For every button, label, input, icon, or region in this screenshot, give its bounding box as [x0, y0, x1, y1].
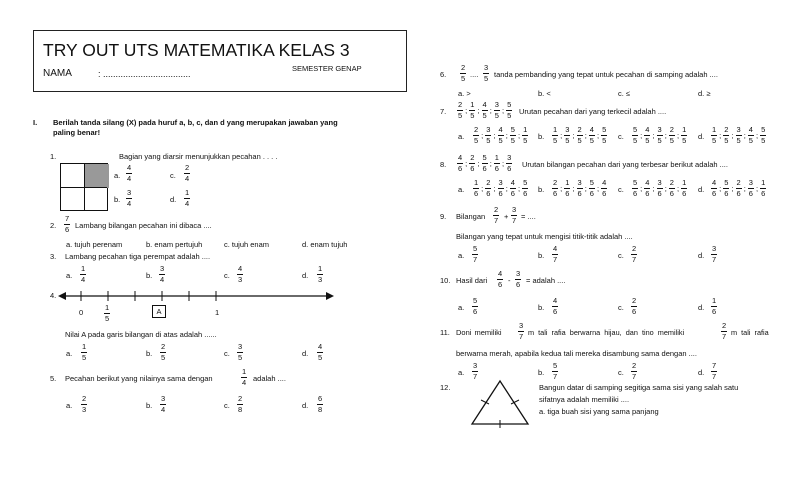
sequence-fraction: 3 6 — [577, 178, 582, 198]
q7-sequence — [456, 101, 513, 119]
sequence-fraction: 3 5 — [565, 125, 570, 145]
q1-text: Bagian yang diarsir menunjukkan pecahan . . . . — [119, 152, 278, 161]
q9-number: 9. — [440, 212, 447, 221]
q3-option-a-fraction: 1 4 — [81, 264, 86, 284]
q9-option-d-letter[interactable]: d. — [698, 251, 705, 260]
fraction-separator: ; — [652, 130, 655, 140]
fraction-separator: ; — [477, 105, 480, 115]
fraction-separator: ; — [489, 158, 492, 168]
sequence-fraction: 2 5 — [724, 125, 729, 145]
sequence-fraction: 1 6 — [474, 178, 479, 198]
q4-answer-box: A — [152, 305, 166, 318]
fraction-separator: ; — [664, 130, 667, 140]
fraction-separator: ; — [676, 183, 680, 193]
sequence-fraction: 1 5 — [470, 100, 475, 120]
q9-option-d-fraction: 3 7 — [712, 244, 717, 264]
fraction-separator: ; — [755, 183, 759, 193]
q7-option-a-letter[interactable]: a. — [458, 132, 465, 141]
sequence-fraction: 2 5 — [458, 100, 463, 120]
q2-option-d[interactable]: d. enam tujuh — [302, 240, 348, 249]
q10-number: 10. — [440, 276, 451, 285]
sequence-fraction: 3 5 — [736, 125, 741, 145]
fraction-separator: ; — [731, 130, 734, 140]
sequence-fraction: 1 6 — [565, 178, 570, 198]
q11-option-d-fraction: 7 7 — [712, 361, 717, 381]
q11-option-a-fraction: 3 7 — [473, 361, 478, 381]
sequence-fraction: 5 5 — [761, 125, 766, 145]
q5-option-c-fraction: 2 8 — [238, 394, 243, 414]
fraction-separator: ; — [652, 183, 655, 193]
fraction-separator: ; — [755, 130, 759, 140]
fraction-separator: ; — [481, 183, 484, 193]
fraction-separator: ; — [481, 130, 484, 140]
sequence-fraction: 2 5 — [669, 125, 674, 145]
sequence-fraction: 5 5 — [633, 125, 638, 145]
q5-option-a-fraction: 2 3 — [82, 394, 87, 414]
q11-text-line2: berwarna merah, apabila kedua tali mereka disambung sama dengan .... — [456, 349, 697, 358]
fraction-separator: ; — [596, 183, 600, 193]
q10-option-a-letter[interactable]: a. — [458, 303, 465, 312]
sequence-fraction: 2 6 — [736, 178, 741, 198]
fraction-separator: ; — [731, 183, 734, 193]
q6-option-a[interactable]: a. > — [458, 89, 471, 98]
q7-number: 7. — [440, 107, 447, 116]
q5-text-after: adalah .... — [253, 374, 286, 383]
sequence-fraction: 4 6 — [458, 153, 463, 173]
q6-option-c[interactable]: c. ≤ — [618, 89, 631, 98]
q5-option-b-fraction: 3 4 — [161, 394, 166, 414]
q7-option-a-sequence — [472, 126, 529, 144]
q4-option-a-fraction: 1 5 — [82, 342, 87, 362]
sequence-fraction: 4 5 — [482, 100, 487, 120]
fraction-separator: ; — [572, 130, 575, 140]
q10-option-c-fraction: 2 6 — [632, 296, 637, 316]
q9-plus: + — [504, 212, 509, 221]
sequence-fraction: 2 5 — [474, 125, 479, 145]
q11-option-a-letter[interactable]: a. — [458, 368, 465, 377]
fraction-separator: ; — [517, 130, 521, 140]
sequence-fraction: 2 6 — [553, 178, 558, 198]
q6-text: tanda pembanding yang tepat untuk pecahan di samping adalah .... — [494, 70, 718, 79]
sequence-fraction: 2 5 — [577, 125, 582, 145]
fraction-separator: ; — [505, 183, 508, 193]
fraction-separator: ; — [505, 130, 508, 140]
instruction-line2: paling benar! — [53, 128, 101, 137]
fraction-separator: ; — [477, 158, 480, 168]
fraction-separator: ; — [596, 130, 600, 140]
q10-option-b-fraction: 4 6 — [553, 296, 558, 316]
fraction-separator: ; — [517, 183, 521, 193]
q1-option-a-fraction: 4 4 — [127, 163, 132, 183]
q1-number: 1. — [50, 152, 57, 161]
q11-text-1: Doni memiliki — [456, 328, 502, 337]
q12-text-line2: sifatnya adalah memiliki .... — [539, 395, 630, 404]
q3-option-d-fraction: 1 3 — [318, 264, 323, 284]
q4-option-b-letter[interactable]: b. — [146, 349, 153, 358]
q6-fraction-1: 2 5 — [461, 63, 466, 83]
fraction-separator: ; — [719, 130, 722, 140]
q10-fraction-2: 3 6 — [516, 269, 521, 289]
q2-option-b[interactable]: b. enam pertujuh — [146, 240, 203, 249]
q3-text: Lambang pecahan tiga perempat adalah .... — [65, 252, 211, 261]
fraction-separator: ; — [501, 158, 505, 168]
sequence-fraction: 2 6 — [470, 153, 475, 173]
q5-option-d-letter[interactable]: d. — [302, 401, 309, 410]
sequence-fraction: 1 5 — [523, 125, 528, 145]
sequence-fraction: 5 5 — [507, 100, 512, 120]
sequence-fraction: 3 6 — [507, 153, 512, 173]
sequence-fraction: 4 6 — [712, 178, 717, 198]
q8-option-a-sequence — [472, 179, 529, 197]
q9-fraction-1: 2 7 — [494, 205, 499, 225]
q6-fraction-2: 3 5 — [484, 63, 489, 83]
sequence-fraction: 4 6 — [645, 178, 650, 198]
q8-number: 8. — [440, 160, 447, 169]
q1-option-a-letter[interactable]: a. — [114, 171, 121, 180]
q3-option-c-fraction: 4 3 — [238, 264, 243, 284]
fraction-separator: ; — [560, 183, 563, 193]
q4-text: Nilai A pada garis bilangan di atas adalah ...... — [65, 330, 217, 339]
fraction-separator: ; — [676, 130, 680, 140]
q6-dots: .... — [470, 70, 479, 79]
q10-option-d-fraction: 1 6 — [712, 296, 717, 316]
q1-option-d-fraction: 1 4 — [185, 188, 190, 208]
q9-text: Bilangan — [456, 212, 486, 221]
sequence-fraction: 3 6 — [657, 178, 662, 198]
q4-option-c-letter[interactable]: c. — [224, 349, 230, 358]
q11-option-b-letter[interactable]: b. — [538, 368, 545, 377]
sequence-fraction: 4 5 — [748, 125, 753, 145]
semester-label: SEMESTER GENAP — [292, 64, 362, 73]
fraction-separator: ; — [664, 183, 667, 193]
q3-option-b-letter[interactable]: b. — [146, 271, 153, 280]
q9-equals: = .... — [521, 212, 536, 221]
sequence-fraction: 5 6 — [482, 153, 487, 173]
sequence-fraction: 5 5 — [602, 125, 607, 145]
sequence-fraction: 1 6 — [761, 178, 766, 198]
q8-option-b-sequence — [551, 179, 608, 197]
q9-option-b-letter[interactable]: b. — [538, 251, 545, 260]
q4-number-line — [58, 289, 334, 303]
q10-minus: - — [508, 276, 511, 285]
fraction-separator: ; — [743, 130, 746, 140]
q7-option-c-letter[interactable]: c. — [618, 132, 624, 141]
sequence-fraction: 1 6 — [682, 178, 687, 198]
q5-option-a-letter[interactable]: a. — [66, 401, 73, 410]
q12-option-a[interactable]: a. tiga buah sisi yang sama panjang — [539, 407, 659, 416]
q8-option-d-sequence — [710, 179, 767, 197]
q9-option-a-fraction: 5 7 — [473, 244, 478, 264]
q4-label-one-fifth: 1 5 — [105, 303, 110, 323]
q5-option-b-letter[interactable]: b. — [146, 401, 153, 410]
q7-option-c-sequence — [631, 126, 688, 144]
q5-number: 5. — [50, 374, 57, 383]
fraction-separator: ; — [719, 183, 722, 193]
q4-label-zero: 0 — [79, 308, 84, 317]
q10-text: Hasil dari — [456, 276, 488, 285]
q7-text: Urutan pecahan dari yang terkecil adalah .... — [519, 107, 667, 116]
q2-option-a[interactable]: a. tujuh perenam — [66, 240, 123, 249]
q9-option-a-letter[interactable]: a. — [458, 251, 465, 260]
q5-option-d-fraction: 6 8 — [318, 394, 323, 414]
q5-fraction: 1 4 — [242, 367, 247, 387]
q5-text: Pecahan berikut yang nilainya sama dengan — [65, 374, 213, 383]
q1-option-b-fraction: 3 4 — [127, 188, 132, 208]
q9-text-2: Bilangan yang tepat untuk mengisi titik-titik adalah .... — [456, 232, 633, 241]
q3-number: 3. — [50, 252, 57, 261]
instruction-line1: Berilah tanda silang (X) pada huruf a, b, c, dan d yang merupakan jawaban yang — [53, 118, 338, 127]
sequence-fraction: 2 6 — [669, 178, 674, 198]
fraction-separator: ; — [560, 130, 563, 140]
sequence-fraction: 2 6 — [486, 178, 491, 198]
q12-triangle — [468, 378, 532, 428]
q4-label-one: 1 — [215, 308, 220, 317]
q2-fraction: 7 6 — [65, 214, 70, 234]
sequence-fraction: 4 6 — [510, 178, 515, 198]
q1-shaded-square — [60, 163, 108, 211]
sequence-fraction: 4 6 — [602, 178, 607, 198]
q4-number: 4. — [50, 291, 57, 300]
q3-option-c-letter[interactable]: c. — [224, 271, 230, 280]
sequence-fraction: 5 5 — [510, 125, 515, 145]
nama-field[interactable]: : ................................... — [98, 69, 191, 79]
fraction-separator: ; — [640, 130, 643, 140]
sequence-fraction: 5 6 — [589, 178, 594, 198]
sequence-fraction: 5 6 — [633, 178, 638, 198]
sequence-fraction: 3 5 — [657, 125, 662, 145]
q4-option-a-letter[interactable]: a. — [66, 349, 73, 358]
q11-number: 11. — [440, 328, 450, 337]
sequence-fraction: 3 6 — [748, 178, 753, 198]
q7-option-d-sequence — [710, 126, 767, 144]
q4-option-b-fraction: 2 5 — [161, 342, 166, 362]
sequence-fraction: 5 6 — [724, 178, 729, 198]
q8-option-d-letter[interactable]: d. — [698, 185, 705, 194]
q10-option-a-fraction: 5 6 — [473, 296, 478, 316]
fraction-separator: ; — [743, 183, 746, 193]
q10-equals: = adalah .... — [526, 276, 566, 285]
q4-option-d-fraction: 4 5 — [318, 342, 323, 362]
q7-option-b-sequence — [551, 126, 608, 144]
q1-option-c-fraction: 2 4 — [185, 163, 190, 183]
q10-fraction-1: 4 6 — [498, 269, 503, 289]
q1-option-b-letter[interactable]: b. — [114, 195, 121, 204]
fraction-separator: ; — [493, 130, 496, 140]
q10-option-c-letter[interactable]: c. — [618, 303, 624, 312]
q3-option-b-fraction: 3 4 — [160, 264, 165, 284]
sequence-fraction: 1 6 — [494, 153, 499, 173]
q11-option-d-letter[interactable]: d. — [698, 368, 705, 377]
fraction-separator: ; — [584, 183, 587, 193]
q8-sequence — [456, 154, 513, 172]
q9-fraction-2: 3 7 — [512, 205, 517, 225]
q1-option-d-letter[interactable]: d. — [170, 195, 177, 204]
sequence-fraction: 1 5 — [682, 125, 687, 145]
fraction-separator: ; — [465, 105, 468, 115]
q3-option-a-letter[interactable]: a. — [66, 271, 73, 280]
q3-option-d-letter[interactable]: d. — [302, 271, 309, 280]
sequence-fraction: 3 5 — [486, 125, 491, 145]
q6-option-b[interactable]: b. < — [538, 89, 551, 98]
q2-number: 2. — [50, 221, 57, 230]
q10-option-b-letter[interactable]: b. — [538, 303, 545, 312]
sequence-fraction: 5 6 — [523, 178, 528, 198]
q10-option-d-letter[interactable]: d. — [698, 303, 705, 312]
q8-option-b-letter[interactable]: b. — [538, 185, 545, 194]
fraction-separator: ; — [584, 130, 587, 140]
fraction-separator: ; — [501, 105, 505, 115]
sequence-fraction: 4 5 — [589, 125, 594, 145]
q8-option-c-letter[interactable]: c. — [618, 185, 624, 194]
q11-option-b-fraction: 5 7 — [553, 361, 558, 381]
q11-text-2: m tali rafia berwarna hijau, dan tino memiliki — [528, 328, 685, 337]
nama-label: NAMA — [43, 68, 72, 79]
fraction-separator: ; — [465, 158, 468, 168]
q12-number: 12. — [440, 383, 451, 392]
q4-option-c-fraction: 3 5 — [238, 342, 243, 362]
q6-option-d[interactable]: d. ≥ — [698, 89, 711, 98]
sequence-fraction: 3 6 — [498, 178, 503, 198]
q8-option-c-sequence — [631, 179, 688, 197]
q1-option-c-letter[interactable]: c. — [170, 171, 176, 180]
q5-option-c-letter[interactable]: c. — [224, 401, 230, 410]
q11-option-c-letter[interactable]: c. — [618, 368, 624, 377]
sequence-fraction: 4 5 — [645, 125, 650, 145]
sequence-fraction: 1 5 — [553, 125, 558, 145]
q2-option-c[interactable]: c. tujuh enam — [224, 240, 270, 249]
sequence-fraction: 4 5 — [498, 125, 503, 145]
q7-option-b-letter[interactable]: b. — [538, 132, 545, 141]
q11-option-c-fraction: 2 7 — [632, 361, 637, 381]
q8-text: Urutan bilangan pecahan dari yang terbesar berikut adalah .... — [522, 160, 728, 169]
fraction-separator: ; — [640, 183, 643, 193]
sequence-fraction: 1 5 — [712, 125, 717, 145]
q9-option-c-letter[interactable]: c. — [618, 251, 624, 260]
q6-number: 6. — [440, 70, 447, 79]
page-title: TRY OUT UTS MATEMATIKA KELAS 3 — [43, 40, 350, 60]
q4-option-d-letter[interactable]: d. — [302, 349, 309, 358]
fraction-separator: ; — [572, 183, 575, 193]
q9-option-c-fraction: 2 7 — [632, 244, 637, 264]
q7-option-d-letter[interactable]: d. — [698, 132, 705, 141]
q11-fraction-2: 2 7 — [722, 321, 727, 341]
q2-text: Lambang bilangan pecahan ini dibaca .... — [75, 221, 212, 230]
q11-fraction-1: 3 7 — [519, 321, 524, 341]
fraction-separator: ; — [489, 105, 492, 115]
section-number: I. — [33, 118, 38, 127]
sequence-fraction: 3 5 — [494, 100, 499, 120]
q8-option-a-letter[interactable]: a. — [458, 185, 465, 194]
q11-text-3: m tali rafia — [731, 328, 769, 337]
q9-option-b-fraction: 4 7 — [553, 244, 558, 264]
q12-text-line1: Bangun datar di samping segitiga sama sisi yang salah satu — [539, 383, 739, 392]
fraction-separator: ; — [493, 183, 496, 193]
